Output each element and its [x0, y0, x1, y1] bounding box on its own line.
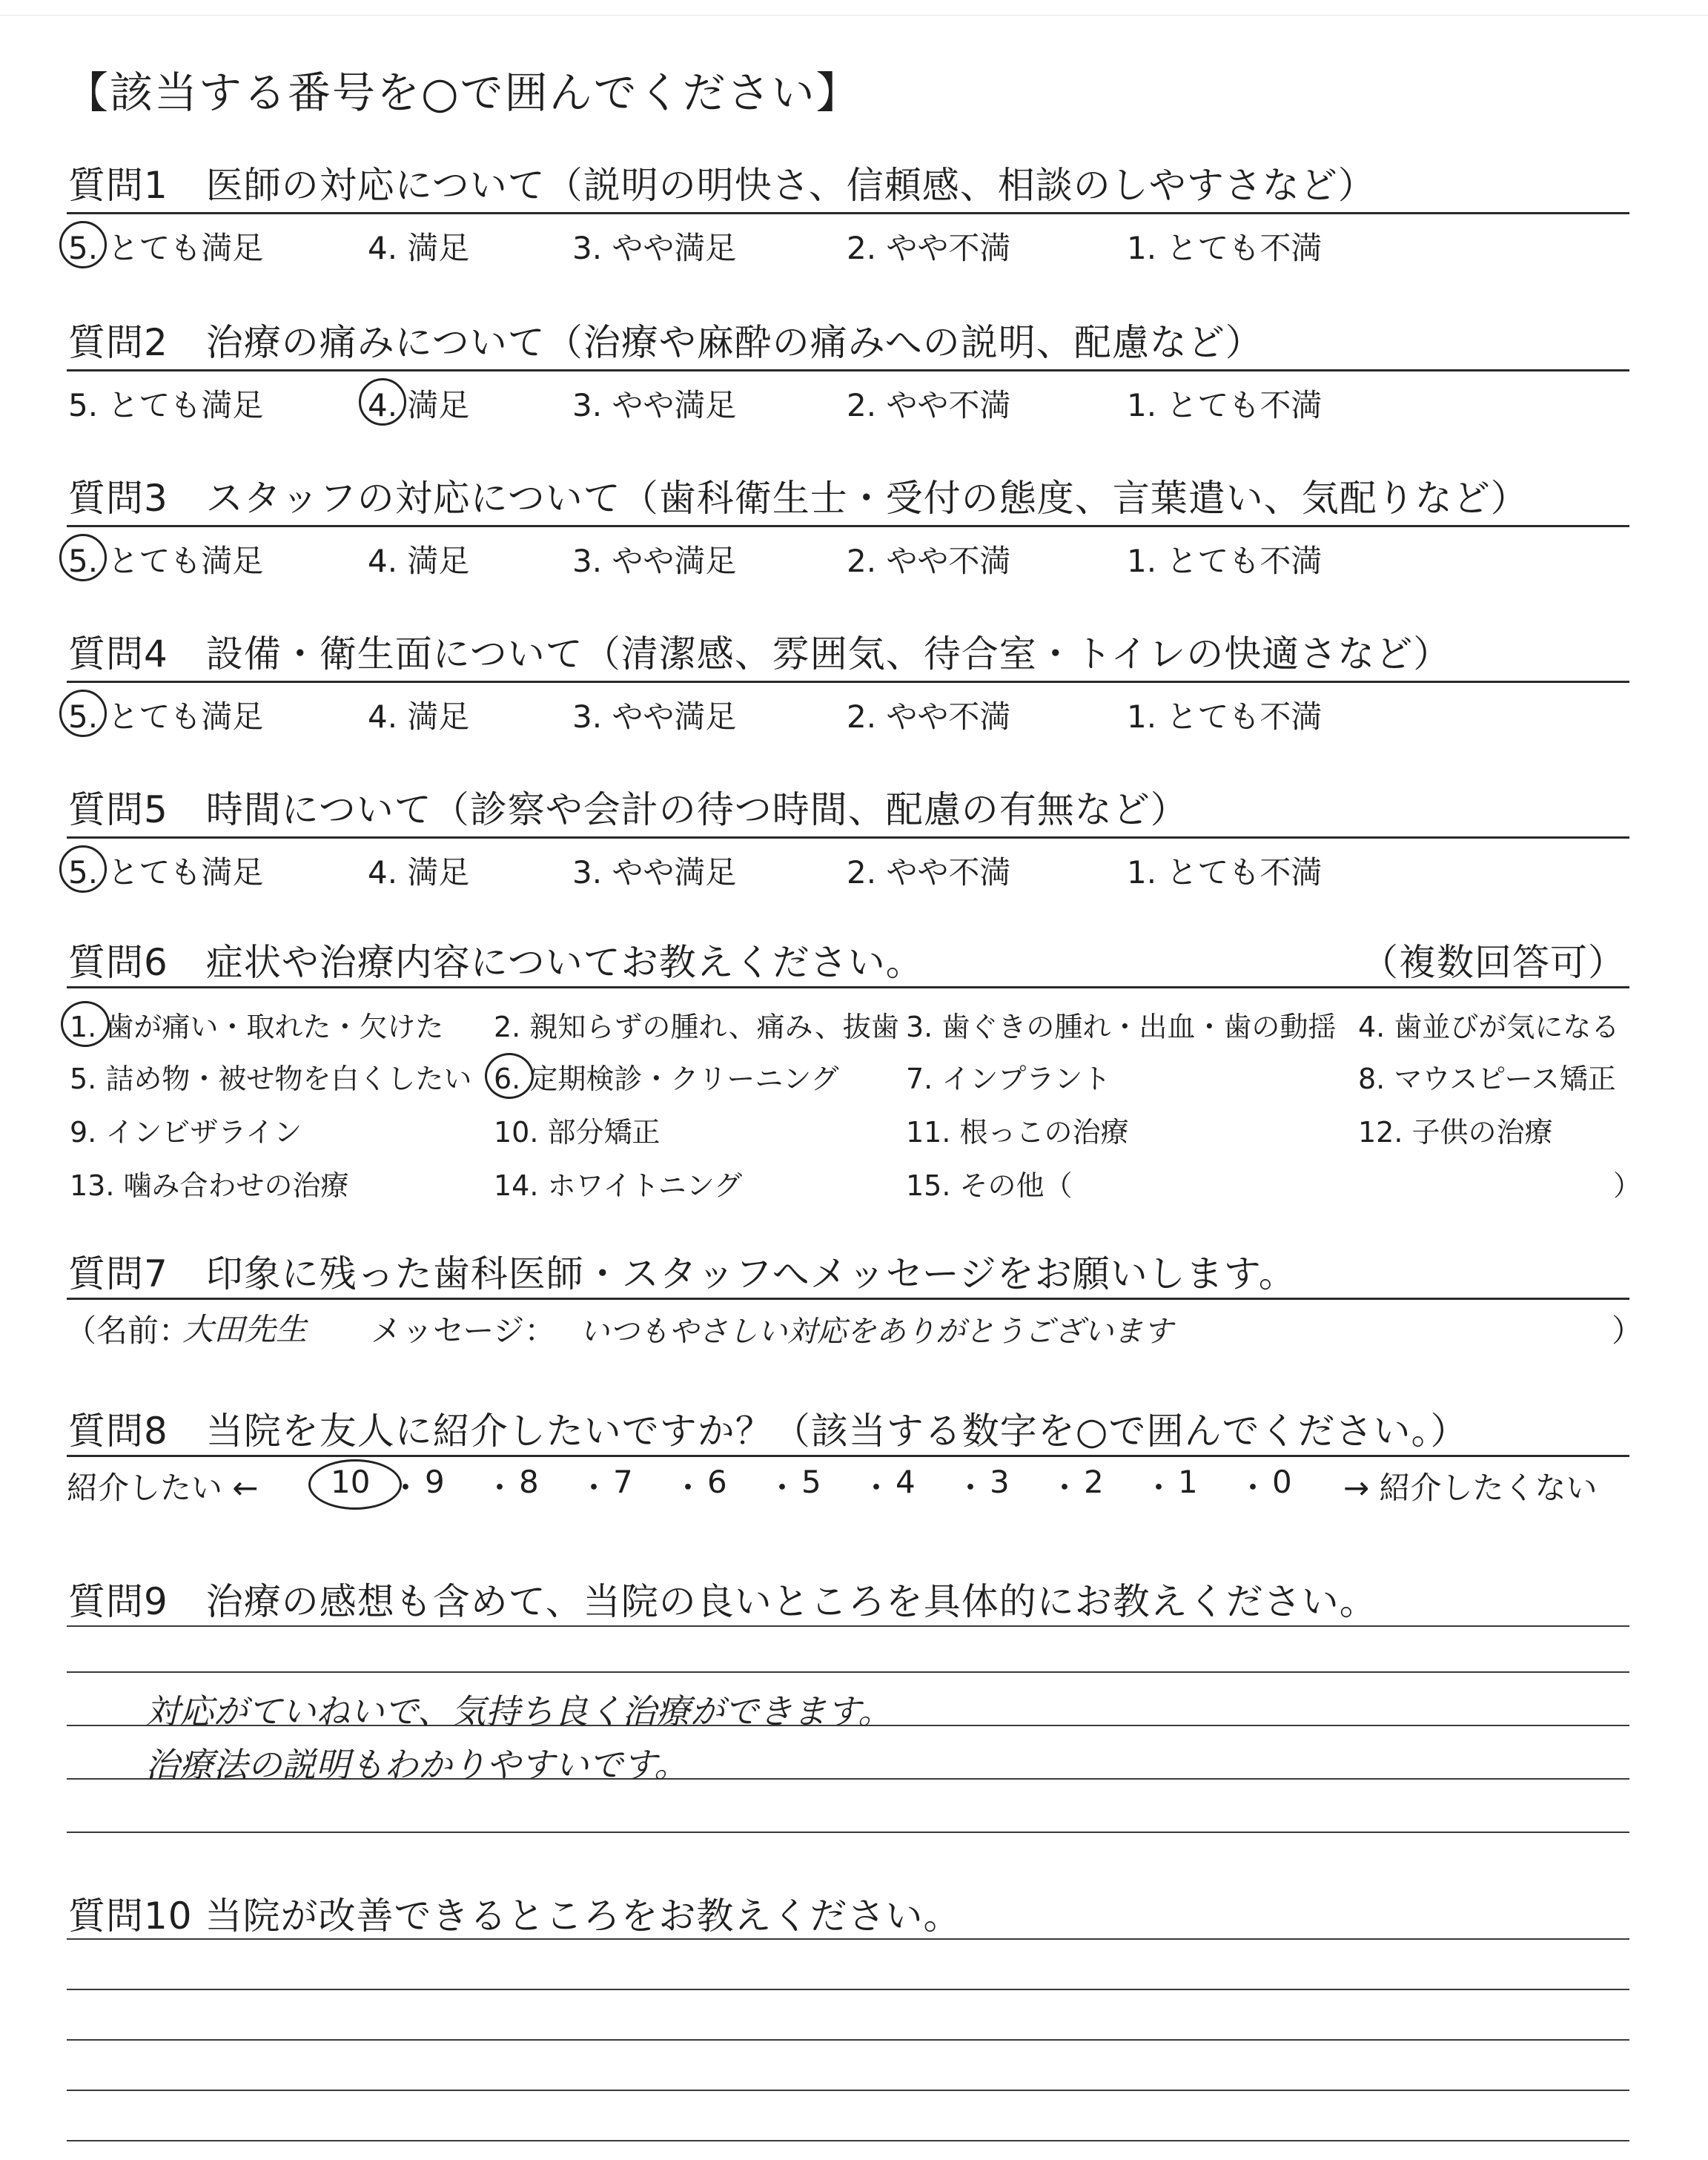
q8-scale-value: 10 [331, 1464, 371, 1500]
q3-option: 1. とても不満 [1127, 543, 1323, 579]
q5-option: 4. 満足 [368, 854, 470, 891]
q4-option: 4. 満足 [368, 698, 470, 735]
q6-option: 14. ホワイトニング [494, 1169, 743, 1202]
q8-scale-dot: ・ [1143, 1470, 1175, 1506]
q6-option: 3. 歯ぐきの腫れ・出血・歯の動揺 [906, 1011, 1337, 1043]
q10-line [67, 2140, 1629, 2141]
q2-option: 5. とても満足 [68, 387, 264, 423]
q1-option: 5. とても満足 [68, 230, 264, 266]
q1-option: 3. やや満足 [572, 230, 737, 266]
q2-rule [67, 369, 1629, 371]
answer-circle-mark [59, 534, 107, 581]
q8-scale-value: 0 [1272, 1464, 1292, 1500]
q1-rule [67, 212, 1629, 214]
q6-note: （複数回答可） [1361, 941, 1626, 984]
q6-option: 7. インプラント [906, 1063, 1111, 1095]
q9-line [67, 1625, 1629, 1627]
q1-option: 4. 満足 [368, 230, 470, 266]
q6-title: 質問6 症状や治療内容についてお教えください。 [68, 941, 924, 984]
q2-option: 2. やや不満 [847, 387, 1011, 423]
q4-option: 1. とても不満 [1127, 698, 1323, 735]
q7-rule [67, 1298, 1629, 1300]
q2-option: 1. とても不満 [1127, 387, 1323, 423]
q3-option: 4. 満足 [368, 543, 470, 579]
q8-rule [67, 1455, 1629, 1457]
q5-option: 1. とても不満 [1127, 854, 1323, 891]
q4-option: 5. とても満足 [68, 698, 264, 735]
answer-circle-mark [59, 690, 107, 737]
q8-scale-dot: ・ [578, 1470, 610, 1506]
q8-scale-value: 2 [1084, 1464, 1104, 1500]
q10-line [67, 2039, 1629, 2041]
q4-option: 2. やや不満 [847, 698, 1011, 735]
q2-option: 4. 満足 [368, 387, 470, 423]
scan-edge [0, 15, 1708, 16]
q8-scale-dot: ・ [1237, 1470, 1269, 1506]
q6-option: 8. マウスピース矯正 [1358, 1063, 1616, 1095]
form-header: 【該当する番号を○で囲んでください】 [65, 67, 861, 118]
answer-circle-mark [59, 221, 107, 268]
q3-option: 3. やや満足 [572, 543, 737, 579]
q8-title: 質問8 当院を友人に紹介したいですか？（該当する数字を○で囲んでください。） [68, 1410, 1469, 1453]
answer-circle-mark [61, 1001, 110, 1047]
q2-title: 質問2 治療の痛みについて（治療や麻酔の痛みへの説明、配慮など） [68, 321, 1263, 364]
q5-option: 3. やや満足 [572, 854, 737, 891]
q9-line [67, 1671, 1629, 1673]
q4-rule [67, 681, 1629, 683]
q8-scale-dot: ・ [955, 1470, 987, 1506]
q6-option: 15. その他（ [906, 1169, 1073, 1202]
q3-option: 2. やや不満 [847, 543, 1011, 579]
q4-option: 3. やや満足 [572, 698, 737, 735]
answer-circle-mark [485, 1053, 534, 1099]
q4-title: 質問4 設備・衛生面について（清潔感、雰囲気、待合室・トイレの快適さなど） [68, 633, 1452, 676]
q6-option: 12. 子供の治療 [1358, 1116, 1553, 1149]
q8-scale-dot: ・ [1049, 1470, 1081, 1506]
q6-option: 1. 歯が痛い・取れた・欠けた [70, 1011, 444, 1043]
q8-scale-value: 5 [801, 1464, 821, 1500]
q7-name-value: 大田先生 [182, 1311, 308, 1347]
q6-option: 10. 部分矯正 [494, 1116, 661, 1149]
q1-title: 質問1 医師の対応について（説明の明快さ、信頼感、相談のしやすさなど） [68, 164, 1376, 207]
q9-line [67, 1832, 1629, 1833]
q10-title: 質問10 当院が改善できるところをお教えください。 [68, 1895, 961, 1938]
q9-answer-line: 対応がていねいで、気持ち良く治療ができます。 [145, 1691, 893, 1731]
q6-rule [67, 986, 1629, 988]
q6-other-close: ） [1613, 1169, 1642, 1202]
q9-title: 質問9 治療の感想も含めて、当院の良いところを具体的にお教えください。 [68, 1580, 1377, 1623]
q8-scale-dot: ・ [767, 1470, 798, 1506]
q6-option: 9. インビザライン [70, 1116, 302, 1149]
q2-option: 3. やや満足 [572, 387, 737, 423]
q10-line [67, 1938, 1629, 1940]
q1-option: 1. とても不満 [1127, 230, 1323, 266]
q6-option: 11. 根っこの治療 [906, 1116, 1129, 1149]
q5-option: 5. とても満足 [68, 854, 264, 891]
q8-scale-value: 1 [1178, 1464, 1198, 1500]
q7-name-label: （名前： [65, 1312, 191, 1349]
q5-option: 2. やや不満 [847, 854, 1011, 891]
q7-close: ） [1612, 1312, 1644, 1349]
q8-scale-value: 8 [519, 1464, 539, 1500]
answer-circle-mark [308, 1459, 402, 1510]
q3-option: 5. とても満足 [68, 543, 264, 579]
q8-scale-dot: ・ [672, 1470, 704, 1506]
q8-scale-value: 7 [613, 1464, 633, 1500]
q8-left-label: 紹介したい ← [67, 1470, 259, 1506]
q8-scale-value: 3 [990, 1464, 1010, 1500]
q6-option: 6. 定期検診・クリーニング [494, 1063, 839, 1095]
q3-rule [67, 525, 1629, 527]
q6-option: 13. 噛み合わせの治療 [70, 1169, 349, 1202]
q7-title: 質問7 印象に残った歯科医師・スタッフへメッセージをお願いします。 [68, 1252, 1297, 1295]
q8-right-label: → 紹介したくない [1343, 1470, 1598, 1506]
q3-title: 質問3 スタッフの対応について（歯科衛生士・受付の態度、言葉遣い、気配りなど） [68, 477, 1529, 520]
q8-scale-value: 4 [896, 1464, 916, 1500]
q8-scale-dot: ・ [861, 1470, 893, 1506]
answer-circle-mark [59, 845, 107, 893]
q6-option: 5. 詰め物・被せ物を白くしたい [70, 1063, 472, 1095]
q10-line [67, 1989, 1629, 1990]
q9-answer-line: 治療法の説明もわかりやすいです。 [145, 1745, 689, 1785]
q8-scale-value: 9 [425, 1464, 445, 1500]
q8-scale-dot: ・ [484, 1470, 516, 1506]
answer-circle-mark [359, 378, 406, 426]
q7-message-label: メッセージ： [371, 1312, 556, 1349]
q10-line [67, 2090, 1629, 2091]
q5-title: 質問5 時間について（診察や会計の待つ時間、配慮の有無など） [68, 788, 1188, 831]
q5-rule [67, 836, 1629, 839]
q7-message-value: いつもやさしい対応をありがとうございます [580, 1315, 1173, 1349]
q8-scale-dot: ・ [390, 1470, 422, 1506]
q8-scale-value: 6 [707, 1464, 727, 1500]
q6-option: 4. 歯並びが気になる [1358, 1011, 1620, 1043]
q6-option: 2. 親知らずの腫れ、痛み、抜歯 [494, 1011, 899, 1043]
q1-option: 2. やや不満 [847, 230, 1011, 266]
